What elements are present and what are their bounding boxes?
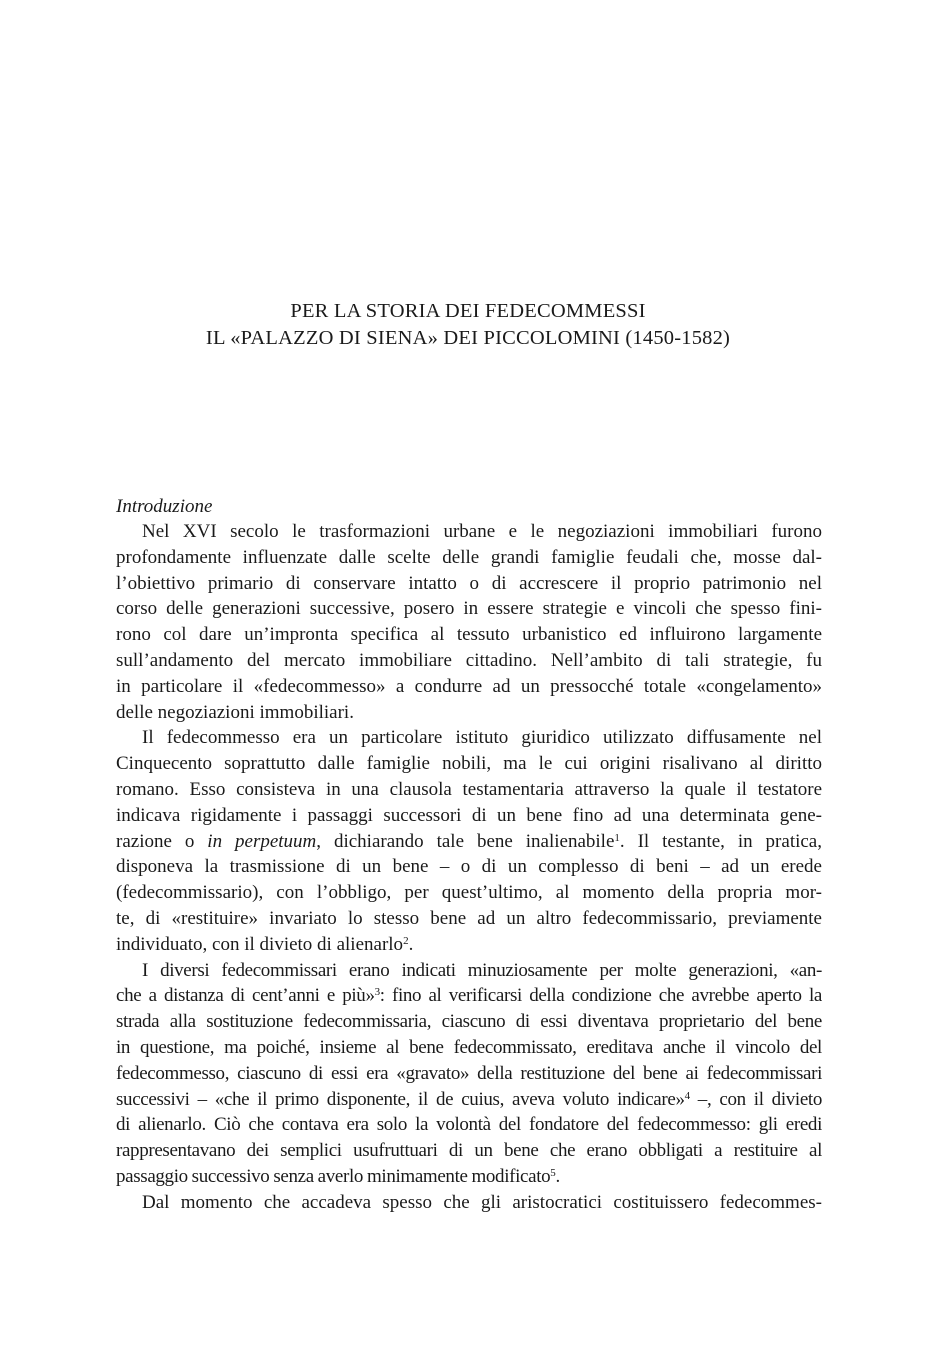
text-line xyxy=(116,648,822,674)
line-text: . xyxy=(408,933,414,955)
text-line xyxy=(116,545,822,571)
paragraph xyxy=(116,1190,822,1216)
line-text: . xyxy=(555,1165,560,1187)
text-line xyxy=(116,725,822,751)
text-line xyxy=(116,1035,822,1061)
footnote-ref[interactable]: 1 xyxy=(614,831,620,844)
line-text: di alienarlo. Ciò che contava era solo la volontà del fondatore del fedecommesso: gli eredi xyxy=(116,1114,822,1136)
article-title xyxy=(100,298,836,352)
text-line xyxy=(116,596,822,622)
italic-term: in perpetuum xyxy=(207,830,317,852)
body-text xyxy=(116,519,822,1216)
text-line xyxy=(116,932,822,958)
footnote-ref[interactable]: 5 xyxy=(550,1166,556,1179)
line-text: . Il testante, in pratica, xyxy=(619,830,822,852)
text-line xyxy=(116,1061,822,1087)
text-line xyxy=(116,700,822,726)
line-text: l’obiettivo primario di conservare intatto o di accrescere il proprio patrimonio nel xyxy=(116,572,822,594)
text-line xyxy=(116,958,822,984)
line-text: romano. Esso consisteva in una clausola testamentaria attraverso la quale il testatore xyxy=(116,778,822,800)
text-line xyxy=(116,1164,822,1190)
text-line xyxy=(116,1009,822,1035)
line-text: delle negoziazioni immobiliari. xyxy=(116,701,354,723)
line-text: , dichiarando tale bene inalienabile xyxy=(316,830,615,852)
text-line xyxy=(116,777,822,803)
title-line-1: PER LA STORIA DEI FEDECOMMESSI xyxy=(290,300,646,322)
line-text: indicava rigidamente i passaggi successori di un bene fino ad una determinata gene- xyxy=(116,804,822,826)
line-text: individuato, con il divieto di alienarlo xyxy=(116,933,404,955)
line-text: corso delle generazioni successive, posero in essere strategie e vincoli che spesso fini- xyxy=(116,598,822,620)
text-line xyxy=(116,880,822,906)
line-text: (fedecommissario), con l’obbligo, per quest’ultimo, al momento della propria mor- xyxy=(116,882,822,904)
text-line xyxy=(116,1190,822,1216)
text-line xyxy=(116,1138,822,1164)
line-text: strada alla sostituzione fedecommissaria, ciascuno di essi diventava proprietario del bene xyxy=(116,1011,822,1033)
line-text: –, con il divieto xyxy=(689,1088,822,1110)
line-text: passaggio successivo senza averlo minimamente modificato xyxy=(116,1165,551,1187)
text-line xyxy=(116,571,822,597)
line-text: Il fedecommesso era un particolare istituto giuridico utilizzato diffusamente nel xyxy=(142,727,822,749)
line-text: Nel XVI secolo le trasformazioni urbane e le negoziazioni immobiliari furono xyxy=(142,521,822,542)
title-line-2: IL «PALAZZO DI SIENA» DEI PICCOLOMINI (1450-1582) xyxy=(205,327,731,349)
text-line xyxy=(116,829,822,855)
text-line xyxy=(116,906,822,932)
line-text: Cinquecento soprattutto dalle famiglie nobili, ma le cui origini risalivano al diritto xyxy=(116,753,822,775)
text-line xyxy=(116,803,822,829)
text-line xyxy=(116,622,822,648)
text-line xyxy=(116,983,822,1009)
line-text: rappresentavano dei semplici usufruttuari di un bene che erano obbligati a restituire al xyxy=(116,1140,822,1162)
line-text: Dal momento che accadeva spesso che gli aristocratici costituissero fedecommes- xyxy=(142,1191,822,1213)
line-text: sull’andamento del mercato immobiliare cittadino. Nell’ambito di tali strategie, fu xyxy=(116,649,822,671)
paragraph xyxy=(116,958,822,1190)
line-text: : fino al verificarsi della condizione che avrebbe aperto la xyxy=(379,985,822,1007)
paragraph xyxy=(116,519,822,725)
section-heading: Introduzione xyxy=(116,496,213,517)
line-text: razione o xyxy=(116,830,208,852)
text-line xyxy=(116,854,822,880)
line-text: I diversi fedecommissari erano indicati minuziosamente per molte generazioni, «an- xyxy=(142,959,822,981)
line-text: te, di «restituire» invariato lo stesso bene ad un altro fedecommissario, previamente xyxy=(116,907,822,929)
line-text: fedecommesso, ciascuno di essi era «gravato» della restituzione del bene ai fedecommissari xyxy=(116,1062,822,1084)
line-text: che a distanza di cent’anni e più» xyxy=(116,985,375,1007)
footnote-ref[interactable]: 4 xyxy=(684,1089,690,1102)
line-text: profondamente influenzate dalle scelte delle grandi famiglie feudali che, mosse dal- xyxy=(116,546,822,568)
line-text: in particolare il «fedecommesso» a condurre ad un pressocché totale «congelamento» xyxy=(116,675,822,697)
line-text: in questione, ma poiché, insieme al bene fedecommissato, ereditava anche il vincolo del xyxy=(116,1036,822,1058)
text-line xyxy=(116,1087,822,1113)
footnote-ref[interactable]: 2 xyxy=(403,934,409,947)
text-line xyxy=(116,751,822,777)
line-text: rono col dare un’impronta specifica al tessuto urbanistico ed influirono largamente xyxy=(116,624,822,646)
line-text: successivi – «che il primo disponente, il de cuius, aveva voluto indicare» xyxy=(116,1088,685,1110)
text-line xyxy=(116,519,822,545)
footnote-ref[interactable]: 3 xyxy=(374,986,380,999)
text-line xyxy=(116,1112,822,1138)
paragraph xyxy=(116,725,822,957)
line-text: disponeva la trasmissione di un bene – o di un complesso di beni – ad un erede xyxy=(116,856,822,878)
text-line xyxy=(116,674,822,700)
